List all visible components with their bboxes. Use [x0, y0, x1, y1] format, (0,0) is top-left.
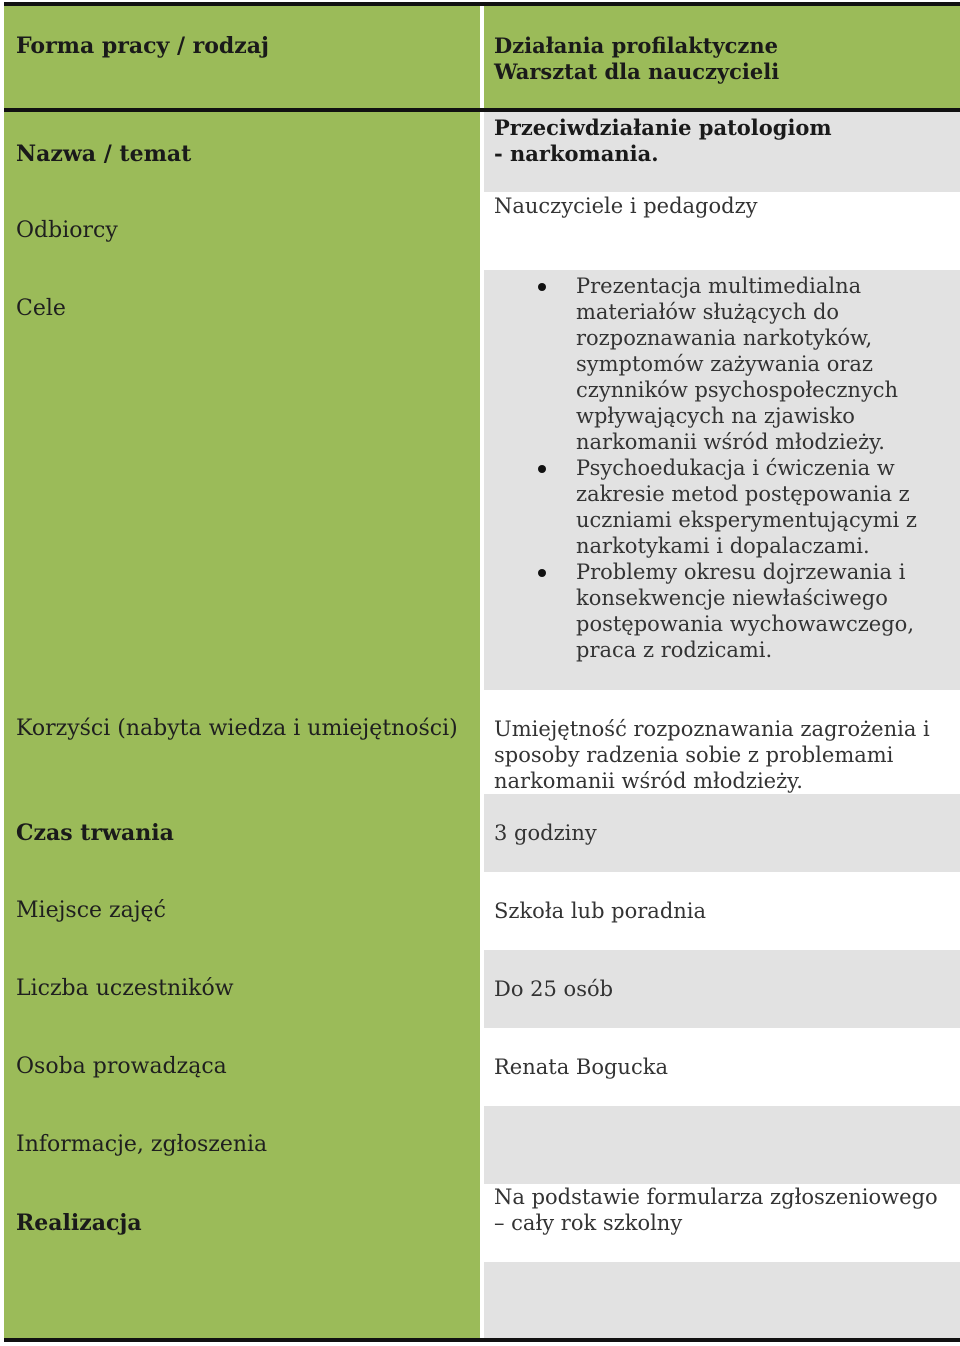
header-right-cell — [484, 6, 960, 108]
label-cell-osoba — [4, 1028, 480, 1106]
label-realizacja: Realizacja — [16, 1210, 142, 1236]
label-miejsce: Miejsce zajęć — [16, 898, 166, 923]
goals-list — [494, 273, 952, 663]
value-cell-korzysci — [484, 690, 960, 794]
row-nazwa — [4, 112, 960, 192]
goal-text: Psychoedukacja i ćwiczenia w zakresie metod postępowania z uczniami eksperymentującymi z narkotykami i dopalaczami. — [576, 456, 917, 558]
bullet-icon — [538, 283, 546, 291]
row-empty — [4, 1262, 960, 1338]
row-realizacja — [4, 1184, 960, 1262]
label-cell-realizacja — [4, 1184, 480, 1262]
row-informacje — [4, 1106, 960, 1184]
label-cell-liczba — [4, 950, 480, 1028]
label-cell-miejsce — [4, 872, 480, 950]
value-korzysci: Umiejętność rozpoznawania zagrożenia i sposoby radzenia sobie z problemami narkomanii wśród młodzieży. — [494, 717, 930, 793]
value-cell-liczba — [484, 950, 960, 1028]
value-cell-empty — [484, 1262, 960, 1338]
row-miejsce — [4, 872, 960, 950]
label-cell-korzysci — [4, 690, 480, 794]
value-cell-realizacja — [484, 1184, 960, 1262]
header-divider — [480, 6, 484, 108]
label-osoba: Osoba prowadząca — [16, 1054, 227, 1079]
row-odbiorcy — [4, 192, 960, 270]
label-korzysci: Korzyści (nabyta wiedza i umiejętności) — [16, 716, 458, 741]
label-cell-empty — [4, 1262, 480, 1338]
row-osoba — [4, 1028, 960, 1106]
form-value-line-2: Warsztat dla nauczycieli — [494, 59, 780, 84]
label-cell-informacje — [4, 1106, 480, 1184]
value-czas: 3 godziny — [494, 821, 597, 845]
value-cell-osoba — [484, 1028, 960, 1106]
value-odbiorcy: Nauczyciele i pedagodzy — [494, 194, 758, 218]
bullet-icon — [538, 569, 546, 577]
goal-item — [494, 559, 952, 663]
value-cell-nazwa — [484, 112, 960, 192]
topic-line-2: - narkomania. — [494, 141, 659, 166]
label-cell-cele — [4, 270, 480, 690]
row-cele — [4, 270, 960, 690]
value-cell-czas — [484, 794, 960, 872]
bullet-icon — [538, 465, 546, 473]
goal-item — [494, 455, 952, 559]
row-liczba — [4, 950, 960, 1028]
label-cell-czas — [4, 794, 480, 872]
label-cell-odbiorcy — [4, 192, 480, 270]
form-label: Forma pracy / rodzaj — [16, 33, 269, 59]
form-value-line-1: Działania profilaktyczne — [494, 33, 778, 58]
label-czas: Czas trwania — [16, 820, 174, 846]
value-realizacja: Na podstawie formularza zgłoszeniowego – cały rok szkolny — [494, 1185, 938, 1235]
value-cell-informacje — [484, 1106, 960, 1184]
label-cele: Cele — [16, 296, 66, 321]
value-cell-odbiorcy — [484, 192, 960, 270]
label-cell-nazwa — [4, 112, 480, 192]
label-nazwa: Nazwa / temat — [16, 141, 192, 167]
label-liczba: Liczba uczestników — [16, 976, 234, 1001]
header-left-cell — [4, 6, 480, 108]
bottom-rule — [4, 1338, 960, 1342]
value-cell-cele — [484, 270, 960, 690]
goal-text: Prezentacja multimedialna materiałów służących do rozpoznawania narkotyków, symptomów zażywania oraz czynników psychospołecznych wpływających na zjawisko narkomanii wśród młodzieży. — [576, 274, 899, 454]
value-cell-miejsce — [484, 872, 960, 950]
topic-line-1: Przeciwdziałanie patologiom — [494, 115, 832, 140]
row-korzysci — [4, 690, 960, 794]
label-odbiorcy: Odbiorcy — [16, 218, 118, 243]
value-osoba: Renata Bogucka — [494, 1055, 668, 1079]
label-informacje: Informacje, zgłoszenia — [16, 1132, 268, 1157]
goal-item — [494, 273, 952, 455]
goal-text: Problemy okresu dojrzewania i konsekwencje niewłaściwego postępowania wychowawczego, praca z rodzicami. — [576, 560, 914, 662]
row-czas — [4, 794, 960, 872]
value-liczba: Do 25 osób — [494, 977, 614, 1001]
value-miejsce: Szkoła lub poradnia — [494, 899, 707, 923]
